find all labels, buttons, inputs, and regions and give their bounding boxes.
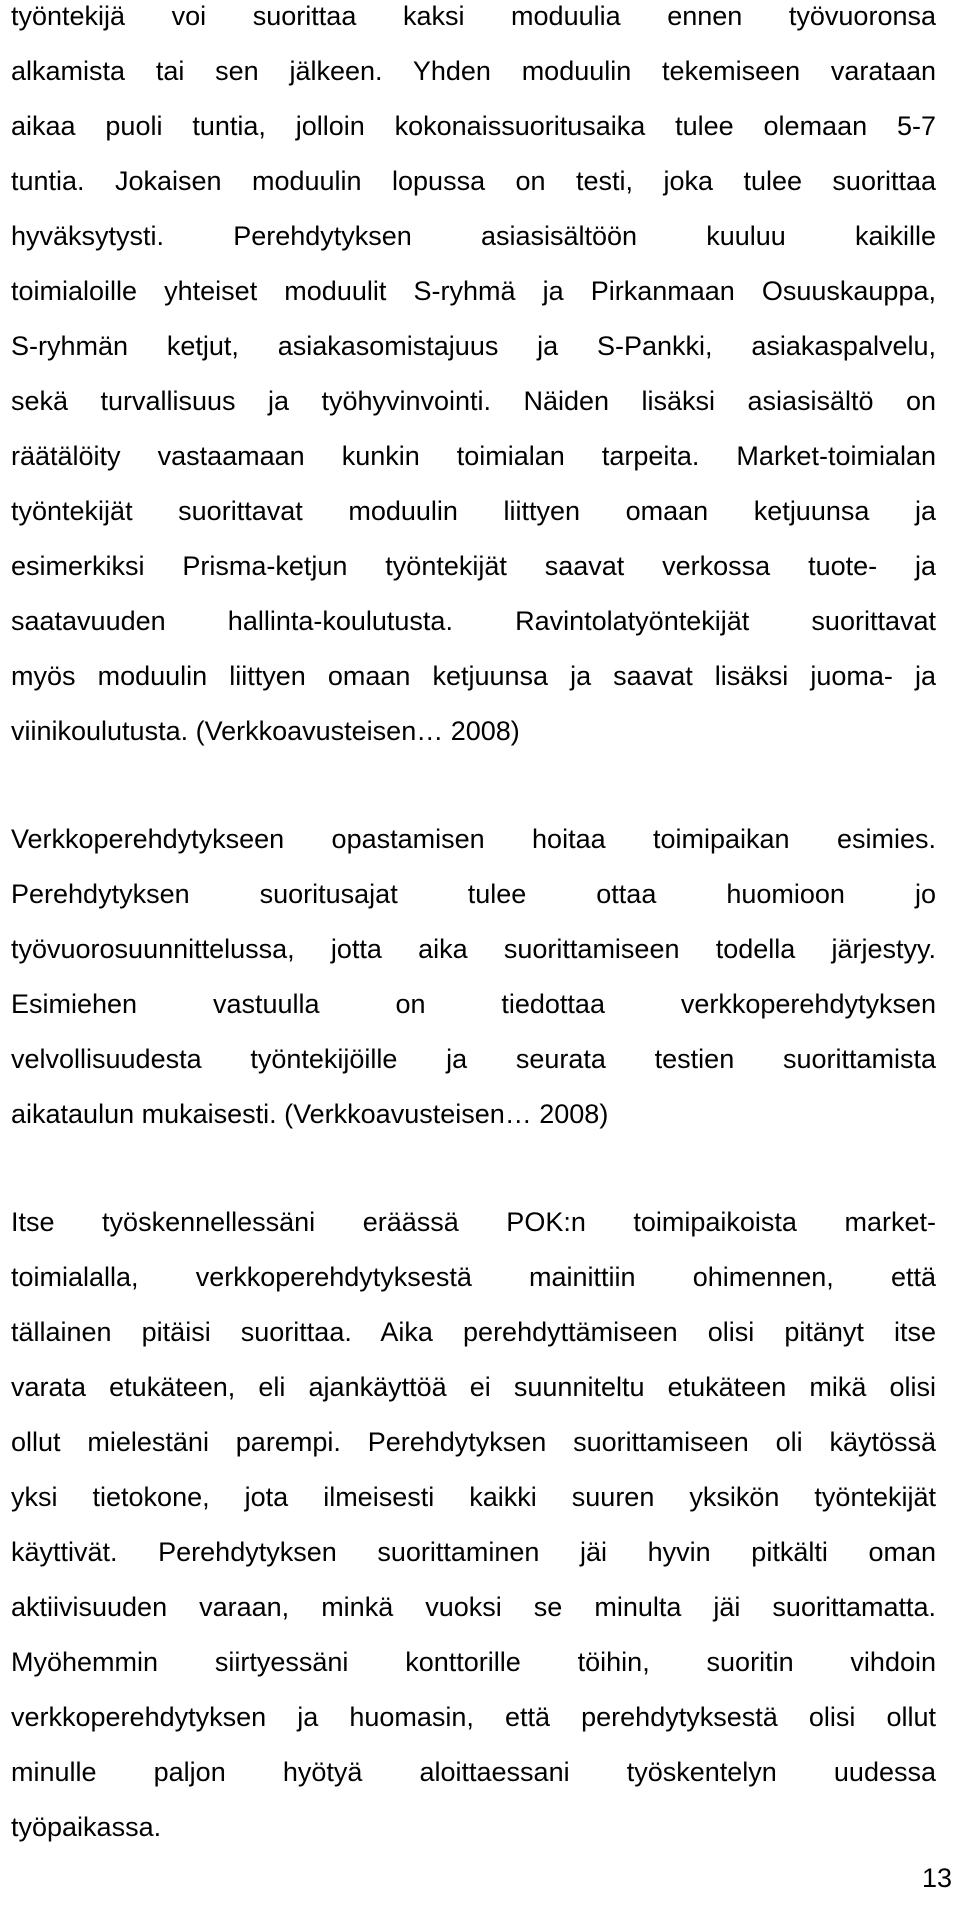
paragraph — [11, 1206, 936, 1866]
text-line: sekä turvallisuus ja työhyvinvointi. Näiden lisäksi asiasisältö on — [11, 386, 936, 416]
text-line: varata etukäteen, eli ajankäyttöä ei suunniteltu etukäteen mikä olisi — [11, 1372, 936, 1402]
body-text — [11, 0, 936, 1866]
text-line: viinikoulutusta. (Verkkoavusteisen… 2008) — [11, 716, 520, 746]
text-line: Perehdytyksen suoritusajat tulee ottaa huomioon jo — [11, 879, 936, 909]
text-line: yksi tietokone, jota ilmeisesti kaikki suuren yksikön työntekijät — [11, 1482, 936, 1512]
text-line: tuntia. Jokaisen moduulin lopussa on testi, joka tulee suorittaa — [11, 166, 936, 196]
text-line: käyttivät. Perehdytyksen suorittaminen jäi hyvin pitkälti oman — [11, 1537, 936, 1567]
text-line: Verkkoperehdytykseen opastamisen hoitaa toimipaikan esimies. — [11, 824, 936, 854]
text-line: työvuorosuunnittelussa, jotta aika suorittamiseen todella järjestyy. — [11, 934, 936, 964]
paragraph-gap — [11, 770, 936, 823]
text-line: alkamista tai sen jälkeen. Yhden moduulin tekemiseen varataan — [11, 56, 936, 86]
text-line: minulle paljon hyötyä aloittaessani työskentelyn uudessa — [11, 1757, 936, 1787]
text-line: työntekijä voi suorittaa kaksi moduulia ennen työvuoronsa — [11, 1, 936, 31]
text-line: Itse työskennellessäni eräässä POK:n toimipaikoista market- — [11, 1207, 936, 1237]
text-line: aktiivisuuden varaan, minkä vuoksi se minulta jäi suorittamatta. — [11, 1592, 936, 1622]
text-line: verkkoperehdytyksen ja huomasin, että perehdytyksestä olisi ollut — [11, 1702, 936, 1732]
text-line: aikaa puoli tuntia, jolloin kokonaissuoritusaika tulee olemaan 5-7 — [11, 111, 936, 141]
text-line: toimialoille yhteiset moduulit S-ryhmä ja Pirkanmaan Osuuskauppa, — [11, 276, 936, 306]
text-line: myös moduulin liittyen omaan ketjuunsa ja saavat lisäksi juoma- ja — [11, 661, 936, 691]
paragraph — [11, 823, 936, 1153]
text-line: velvollisuudesta työntekijöille ja seurata testien suorittamista — [11, 1044, 936, 1074]
text-line: tällainen pitäisi suorittaa. Aika perehdyttämiseen olisi pitänyt itse — [11, 1317, 936, 1347]
text-line: Esimiehen vastuulla on tiedottaa verkkoperehdytyksen — [11, 989, 936, 1019]
text-line: esimerkiksi Prisma-ketjun työntekijät saavat verkossa tuote- ja — [11, 551, 936, 581]
text-line: työpaikassa. — [11, 1812, 162, 1842]
text-line: hyväksytysti. Perehdytyksen asiasisältöön kuuluu kaikille — [11, 221, 936, 251]
text-line: räätälöity vastaamaan kunkin toimialan tarpeita. Market-toimialan — [11, 441, 936, 471]
paragraph-gap — [11, 1153, 936, 1206]
text-line: S-ryhmän ketjut, asiakasomistajuus ja S-Pankki, asiakaspalvelu, — [11, 331, 936, 361]
text-line: työntekijät suorittavat moduulin liittyen omaan ketjuunsa ja — [11, 496, 936, 526]
text-line: ollut mielestäni parempi. Perehdytyksen suorittamiseen oli käytössä — [11, 1427, 936, 1457]
text-line: saatavuuden hallinta-koulutusta. Ravintolatyöntekijät suorittavat — [11, 606, 936, 636]
text-line: Myöhemmin siirtyessäni konttorille töihin, suoritin vihdoin — [11, 1647, 936, 1677]
text-line: toimialalla, verkkoperehdytyksestä mainittiin ohimennen, että — [11, 1262, 936, 1292]
paragraph — [11, 0, 936, 770]
text-line: aikataulun mukaisesti. (Verkkoavusteisen… 2008) — [11, 1099, 609, 1129]
page-number: 13 — [921, 1863, 952, 1893]
